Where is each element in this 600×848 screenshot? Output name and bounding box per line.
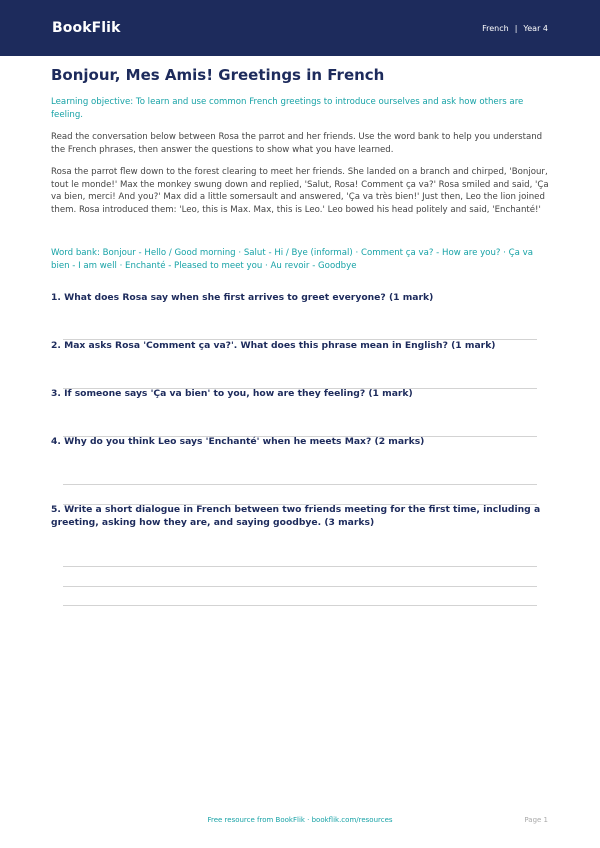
brand-logo[interactable]: BookFlik xyxy=(52,20,121,36)
question-3: 3. If someone says 'Ça va bien' to you, how are they feeling? (1 mark) xyxy=(51,388,413,399)
intro-paragraph: Read the conversation below between Rosa the parrot and her friends. Use the word bank to help you understand the French phrases, then answer the questions to show what you have learned. xyxy=(51,132,543,155)
answer-line[interactable] xyxy=(63,605,537,606)
page-number: Page 1 xyxy=(524,816,548,824)
meta-separator: | xyxy=(514,23,518,33)
story-paragraph: Rosa the parrot flew down to the forest clearing to meet her friends. She landed on a branch and chirped, 'Bonjour, tout le monde!' Max the monkey swung down and replied, 'Salut, Rosa! Comment ça va?' Rosa smiled and said, 'Ça va bien, merci! And you?' Max did a little somersault and answered, 'Ça va très bien!' Just then, Leo the lion joined them. Rosa introduced them: 'Leo, this is Max. Max, this is Leo.' Leo bowed his head politely and said, 'Enchanté!' xyxy=(51,167,549,215)
subject-year-label xyxy=(482,24,548,33)
subject-label: French xyxy=(482,23,509,33)
answer-line[interactable] xyxy=(63,566,537,567)
question-1: 1. What does Rosa say when she first arrives to greet everyone? (1 mark) xyxy=(51,292,434,303)
question-2: 2. Max asks Rosa 'Comment ça va?'. What does this phrase mean in English? (1 mark) xyxy=(51,340,496,351)
year-label: Year 4 xyxy=(523,23,548,33)
question-5: 5. Write a short dialogue in French between two friends meeting for the first time, including a greeting, asking how they are, and saying goodbye. (3 marks) xyxy=(51,504,541,528)
question-4: 4. Why do you think Leo says 'Enchanté' when he meets Max? (2 marks) xyxy=(51,436,425,447)
answer-line[interactable] xyxy=(63,586,537,587)
footer-link[interactable]: Free resource from BookFlik · bookflik.com/resources xyxy=(207,816,393,824)
site-header xyxy=(0,0,600,56)
learning-objective: Learning objective: To learn and use common French greetings to introduce ourselves and ask how others are feeling. xyxy=(51,97,524,120)
answer-line[interactable] xyxy=(63,484,537,485)
word-bank: Word bank: Bonjour - Hello / Good morning · Salut - Hi / Bye (informal) · Comment ça va? - How are you? · Ça va bien - I am well · Enchanté - Pleased to meet you · Au revoir - Goodbye xyxy=(51,248,533,271)
worksheet-title: Bonjour, Mes Amis! Greetings in French xyxy=(51,66,385,84)
